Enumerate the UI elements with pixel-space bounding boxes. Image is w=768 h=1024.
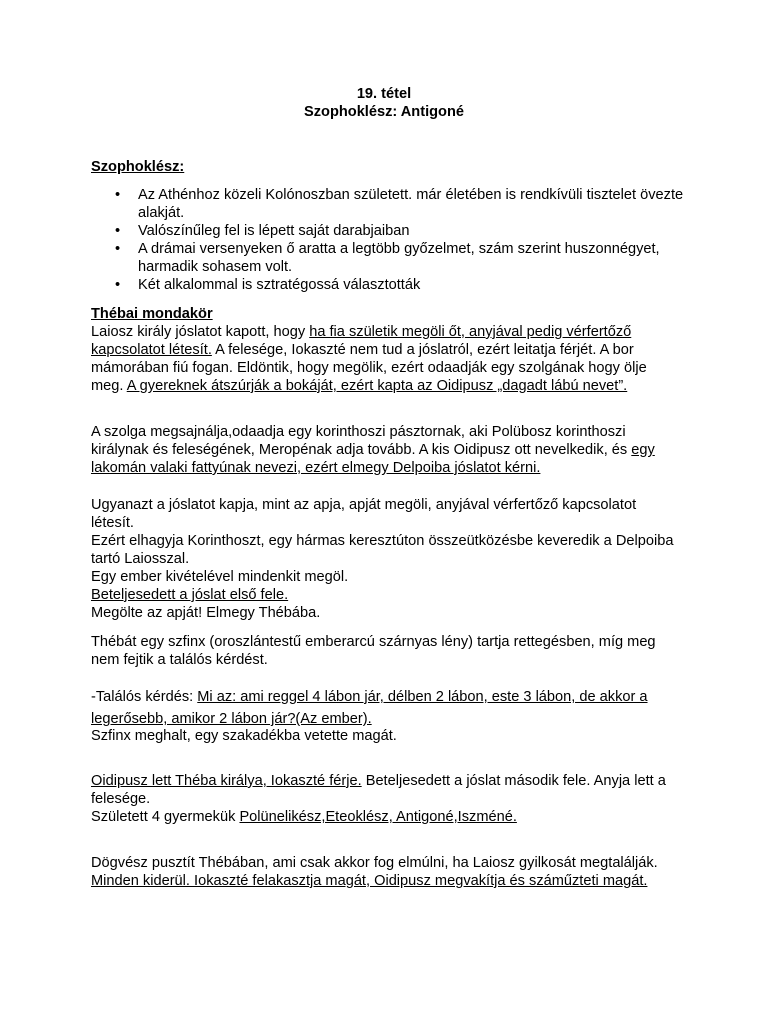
underlined-riddle: Mi az: ami reggel 4 lábon jár, délben 2 lábon, este 3 lábon, de akkor a legerősebb, amikor 2 lábon jár?(Az ember). (91, 689, 648, 727)
text-line: Ugyanazt a jóslatot kapja, mint az apja, apját megöli, anyjával vérfertőző kapcsolatot létesít. (91, 497, 637, 531)
text-run: A szolga megsajnálja,odaadja egy korinthoszi pásztornak, aki Polübosz korinthoszi királynak és feleségének, Meropénak adja tovább. A kis Oidipusz ott nevelkedik, és (91, 424, 632, 458)
paragraph-szolga (91, 423, 681, 477)
text-line: Egy ember kivételével mindenkit megöl. (91, 569, 349, 585)
text-run: A felesége, Iokaszté nem tud a jóslatról, ezért leitatja férjét. A bor mámorában fiú fogan. Eldöntik, hogy megölik, ezért odaadják egy szolgának hogy ölje meg. (91, 342, 647, 394)
text-run: Született 4 gyermekük (91, 809, 240, 825)
szophoklesz-bullet-list (91, 186, 691, 294)
text-run: Laiosz király jóslatot kapott, hogy (91, 324, 310, 340)
text-line: Ezért elhagyja Korinthoszt, egy hármas keresztúton összeütközésbe keveredik a Delpoiba tartó Laiosszal. (91, 533, 674, 567)
paragraph-szfinx-death: Szfinx meghalt, egy szakadékba vetette magát. (91, 728, 397, 744)
szophoklesz-heading: Szophoklész: (91, 159, 185, 175)
underlined-children: Polünelikész,Eteoklész, Antigoné,Iszméné. (239, 809, 517, 825)
underlined-ending: Minden kiderül. Iokaszté felakasztja magát, Oidipusz megvakítja és száműzteti magát. (91, 873, 648, 889)
paragraph-kiraly (91, 772, 681, 826)
text-line: Dögvész pusztít Thébában, ami csak akkor fog elmúlni, ha Laiosz gyilkosát megtalálják. (91, 855, 658, 871)
paragraph-dogvesz (91, 854, 681, 890)
underlined-name-origin: A gyereknek átszúrják a bokáját, ezért kapta az Oidipusz „dagadt lábú nevet”. (126, 378, 628, 394)
thebai-heading: Thébai mondakör (91, 306, 213, 322)
bullet-item: • A drámai versenyeken ő aratta a legtöbb győzelmet, szám szerint huszonnégyet, harmadik sohasem volt. (91, 240, 691, 276)
paragraph-szfinx: Thébát egy szfinx (oroszlántestű emberarcú szárnyas lény) tartja rettegésben, míg meg nem fejtik a találós kérdést. (91, 634, 656, 668)
bullet-item: • Valószínűleg fel is lépett saját darabjaiban (91, 222, 691, 240)
text-line: Megölte az apját! Elmegy Thébába. (91, 605, 321, 621)
underlined-prophecy: ha fia születik megöli őt, anyjával pedig vérfertőző kapcsolatot létesít. (91, 324, 632, 358)
underlined-first-half: Beteljesedett a jóslat első fele. (91, 587, 289, 603)
doc-title-number: 19. tétel (356, 86, 412, 102)
underlined-king: Oidipusz lett Théba királya, Iokaszté férje. (91, 773, 362, 789)
underlined-lakoma: egy lakomán valaki fattyúnak nevezi, ezért elmegy Delpoiba jóslatot kérni. (91, 442, 655, 476)
paragraph-laiosz (91, 323, 681, 395)
paragraph-joslat (91, 496, 681, 622)
bullet-item: • Két alkalommal is sztratégossá választották (91, 276, 691, 294)
text-run: Beteljesedett a jóslat második fele. Anyja lett a felesége. (91, 773, 666, 807)
paragraph-talalos (91, 686, 691, 730)
text-run: -Találós kérdés: (91, 689, 198, 705)
doc-title-main: Szophoklész: Antigoné (304, 104, 464, 120)
bullet-item: • Az Athénhoz közeli Kolónoszban született. már életében is rendkívüli tisztelet övezte alakját. (91, 186, 691, 222)
